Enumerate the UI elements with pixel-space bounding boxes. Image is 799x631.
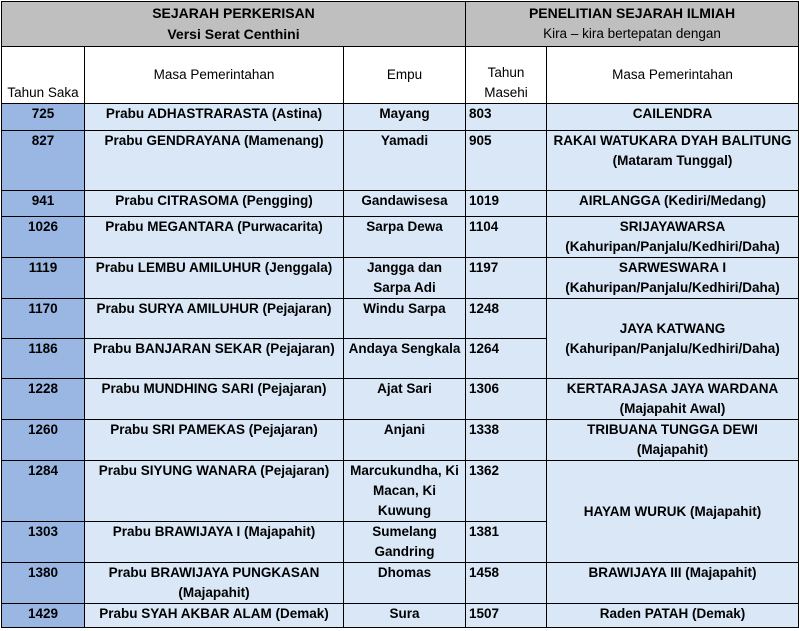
empu-cell: Andaya Sengkala — [344, 339, 466, 379]
raja-cell: Prabu SIYUNG WANARA (Pejajaran) — [85, 461, 344, 522]
empu-cell: Dhomas — [344, 563, 466, 604]
masehi-cell: 1019 — [466, 191, 547, 217]
empu-cell: Yamadi — [344, 131, 466, 191]
column-header-row — [2, 47, 799, 104]
raja-cell: Prabu BRAWIJAYA PUNGKASAN (Majapahit) — [85, 563, 344, 604]
history-table — [1, 1, 799, 628]
masehi-cell: 1458 — [466, 563, 547, 604]
masehi-cell: 1104 — [466, 217, 547, 258]
table-row — [2, 299, 799, 339]
empu-cell: Sumelang Gandring — [344, 522, 466, 563]
saka-cell: 1284 — [2, 461, 85, 522]
masehi-cell: 1264 — [466, 339, 547, 379]
empu-cell: Gandawisesa — [344, 191, 466, 217]
empu-cell: Mayang — [344, 104, 466, 131]
table-row — [2, 604, 799, 628]
raja-cell: Prabu ADHASTRARASTA (Astina) — [85, 104, 344, 131]
masehi-cell: 1248 — [466, 299, 547, 339]
masehi-cell: 1381 — [466, 522, 547, 563]
raja-cell: Prabu SYAH AKBAR ALAM (Demak) — [85, 604, 344, 628]
table-row — [2, 191, 799, 217]
table-row — [2, 379, 799, 420]
table-row — [2, 131, 799, 191]
table-row — [2, 104, 799, 131]
empu-cell: Ajat Sari — [344, 379, 466, 420]
right-header — [466, 2, 799, 47]
empu-cell: Jangga dan Sarpa Adi — [344, 258, 466, 299]
sejarah-cell: Raden PATAH (Demak) — [547, 604, 799, 628]
sejarah-cell: SARWESWARA I (Kahuripan/Panjalu/Kedhiri/Daha) — [547, 258, 799, 299]
right-header-subtitle: Kira – kira bertepatan dengan — [543, 26, 721, 41]
table-row — [2, 258, 799, 299]
sejarah-cell: HAYAM WURUK (Majapahit) — [547, 461, 799, 563]
table-row — [2, 461, 799, 522]
raja-cell: Prabu MEGANTARA (Purwacarita) — [85, 217, 344, 258]
sejarah-cell: BRAWIJAYA III (Majapahit) — [547, 563, 799, 604]
col-empu: Empu — [344, 47, 466, 104]
saka-cell: 1119 — [2, 258, 85, 299]
raja-cell: Prabu CITRASOMA (Pengging) — [85, 191, 344, 217]
saka-cell: 1026 — [2, 217, 85, 258]
col-masa-pemerintahan-right: Masa Pemerintahan — [547, 47, 799, 104]
sejarah-cell: AIRLANGGA (Kediri/Medang) — [547, 191, 799, 217]
raja-cell: Prabu SURYA AMILUHUR (Pejajaran) — [85, 299, 344, 339]
raja-cell: Prabu GENDRAYANA (Mamenang) — [85, 131, 344, 191]
saka-cell: 725 — [2, 104, 85, 131]
col-tahun-masehi: Tahun Masehi — [466, 47, 547, 104]
raja-cell: Prabu BRAWIJAYA I (Majapahit) — [85, 522, 344, 563]
saka-cell: 1260 — [2, 420, 85, 461]
right-header-title: PENELITIAN SEJARAH ILMIAH — [528, 5, 736, 21]
saka-cell: 1429 — [2, 604, 85, 628]
sejarah-cell: KERTARAJASA JAYA WARDANA (Majapahit Awal) — [547, 379, 799, 420]
empu-cell: Sura — [344, 604, 466, 628]
saka-cell: 1186 — [2, 339, 85, 379]
left-header-title: SEJARAH PERKERISAN — [152, 5, 315, 21]
left-header-subtitle: Versi Serat Centhini — [167, 26, 300, 42]
title-row — [2, 2, 799, 47]
saka-cell: 1170 — [2, 299, 85, 339]
masehi-cell: 905 — [466, 131, 547, 191]
col-tahun-saka: Tahun Saka — [2, 47, 85, 104]
sejarah-cell: JAYA KATWANG (Kahuripan/Panjalu/Kedhiri/Daha) — [547, 299, 799, 379]
sejarah-cell: TRIBUANA TUNGGA DEWI (Majapahit) — [547, 420, 799, 461]
sejarah-cell: SRIJAYAWARSA (Kahuripan/Panjalu/Kedhiri/Daha) — [547, 217, 799, 258]
masehi-cell: 1362 — [466, 461, 547, 522]
left-header — [2, 2, 466, 47]
raja-cell: Prabu LEMBU AMILUHUR (Jenggala) — [85, 258, 344, 299]
masehi-cell: 1507 — [466, 604, 547, 628]
sejarah-cell: RAKAI WATUKARA DYAH BALITUNG (Mataram Tunggal) — [547, 131, 799, 191]
masehi-cell: 1197 — [466, 258, 547, 299]
raja-cell: Prabu BANJARAN SEKAR (Pejajaran) — [85, 339, 344, 379]
raja-cell: Prabu SRI PAMEKAS (Pejajaran) — [85, 420, 344, 461]
sejarah-cell: CAILENDRA — [547, 104, 799, 131]
raja-cell: Prabu MUNDHING SARI (Pejajaran) — [85, 379, 344, 420]
masehi-cell: 1306 — [466, 379, 547, 420]
saka-cell: 1380 — [2, 563, 85, 604]
col-masa-pemerintahan-left: Masa Pemerintahan — [85, 47, 344, 104]
saka-cell: 1228 — [2, 379, 85, 420]
empu-cell: Marcukundha, Ki Macan, Ki Kuwung — [344, 461, 466, 522]
saka-cell: 827 — [2, 131, 85, 191]
empu-cell: Anjani — [344, 420, 466, 461]
table-row — [2, 420, 799, 461]
masehi-cell: 803 — [466, 104, 547, 131]
saka-cell: 1303 — [2, 522, 85, 563]
empu-cell: Windu Sarpa — [344, 299, 466, 339]
table-row — [2, 217, 799, 258]
empu-cell: Sarpa Dewa — [344, 217, 466, 258]
table-row — [2, 563, 799, 604]
saka-cell: 941 — [2, 191, 85, 217]
masehi-cell: 1338 — [466, 420, 547, 461]
